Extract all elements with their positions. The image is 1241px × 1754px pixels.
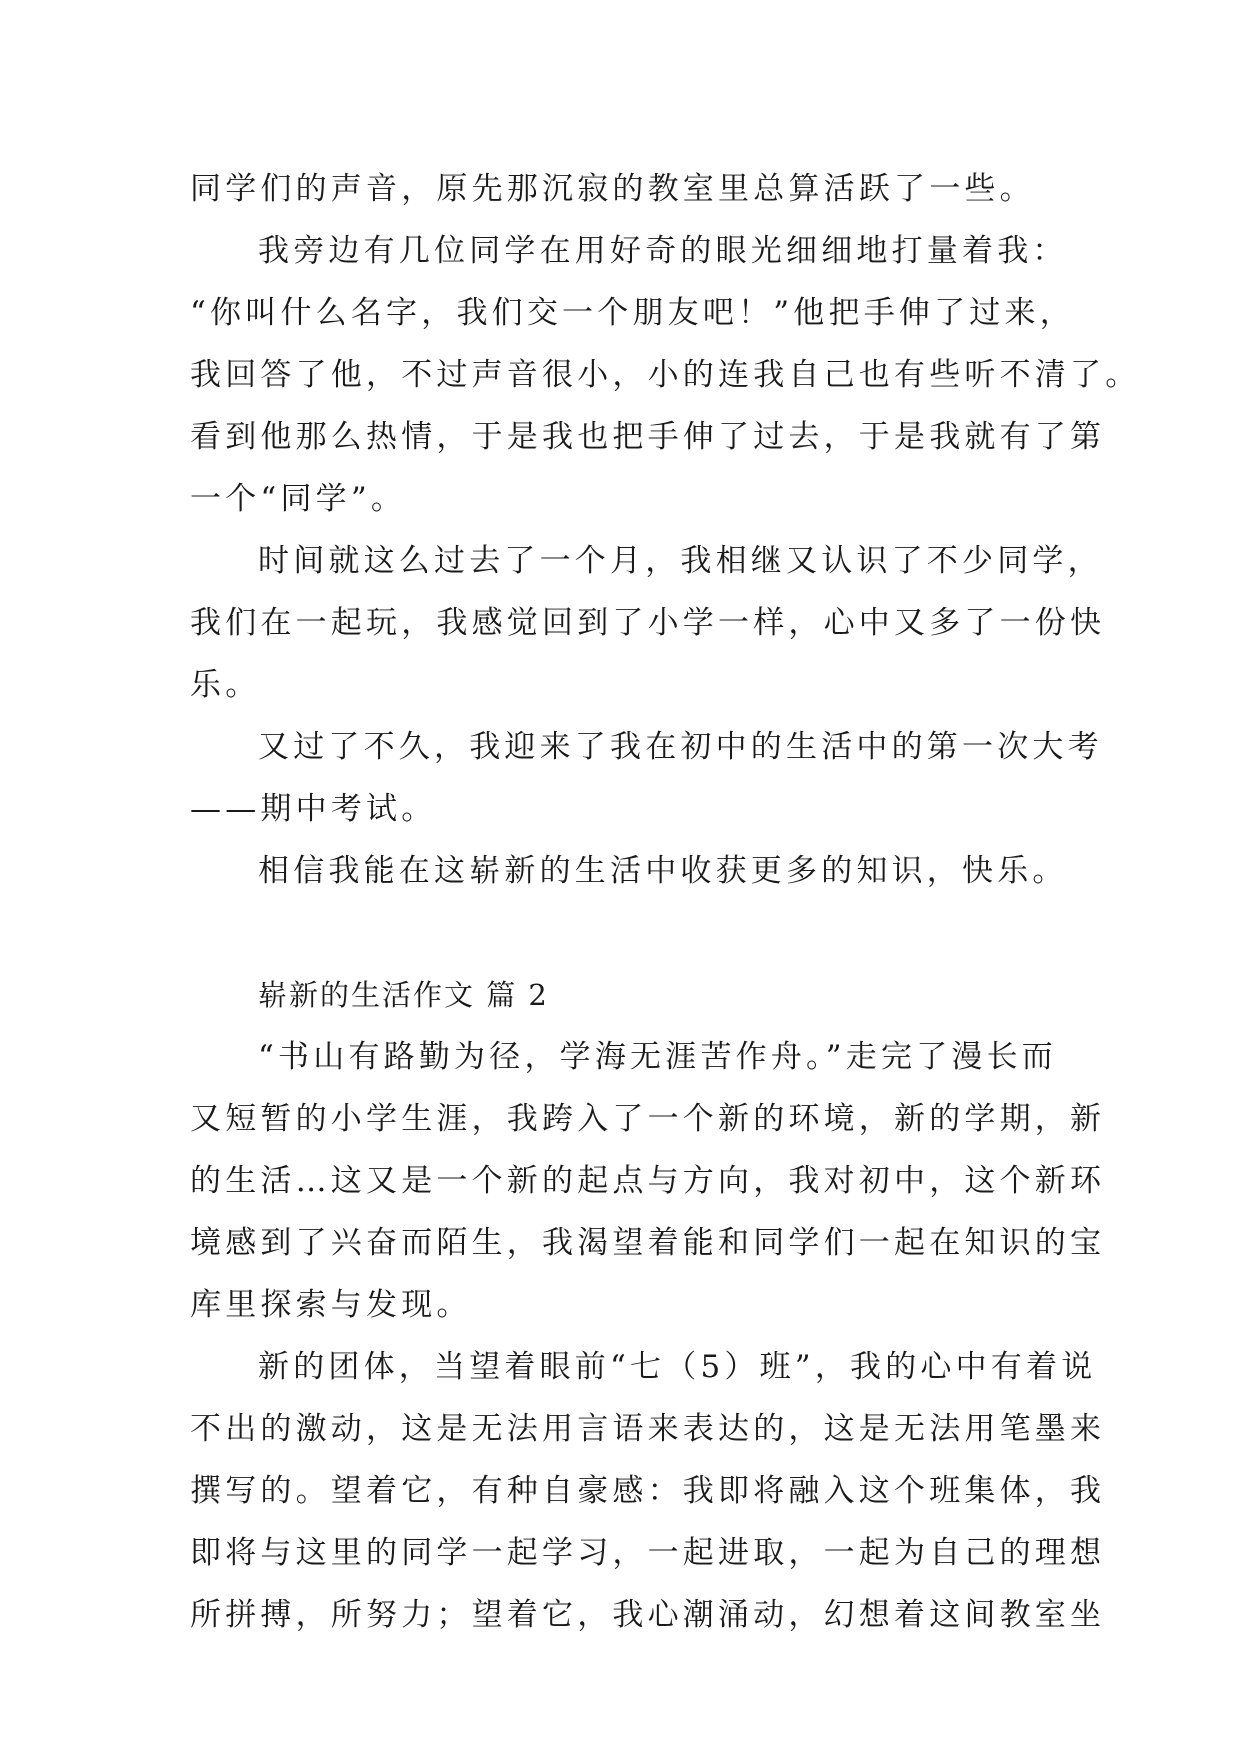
text-line: ——期中考试。 [190,791,437,827]
text-line: 乐。 [190,667,261,703]
text-line: 又短暂的小学生涯，我跨入了一个新的环境，新的学期，新 [190,1101,1106,1137]
text-line: 一个“同学”。 [190,481,407,517]
paragraph-start-line: 又过了不久，我迎来了我在初中的生活中的第一次大考 [258,729,1103,765]
text-line: 的生活…这又是一个新的起点与方向，我对初中，这个新环 [190,1163,1106,1199]
text-line: 境感到了兴奋而陌生，我渴望着能和同学们一起在知识的宝 [190,1225,1106,1261]
text-line: 库里探索与发现。 [190,1287,472,1323]
section-heading: 崭新的生活作文 篇 2 [258,978,549,1012]
text-line: 不出的激动，这是无法用言语来表达的，这是无法用笔墨来 [190,1411,1106,1447]
text-line: 即将与这里的同学一起学习，一起进取，一起为自己的理想 [190,1535,1106,1571]
text-line: 我们在一起玩，我感觉回到了小学一样，心中又多了一份快 [190,605,1106,641]
text-line: 撰写的。望着它，有种自豪感：我即将融入这个班集体，我 [190,1473,1106,1509]
text-line: 我回答了他，不过声音很小，小的连我自己也有些听不清了。 [190,357,1141,393]
paragraph-start-line: “书山有路勤为径，学海无涯苦作舟。”走完了漫长而 [258,1039,1057,1075]
text-line: “你叫什么名字，我们交一个朋友吧！”他把手伸了过来， [190,295,1075,331]
paragraph-start-line: 时间就这么过去了一个月，我相继又认识了不少同学， [258,543,1103,579]
paragraph-start-line: 新的团体，当望着眼前“七（5）班”，我的心中有着说 [258,1349,1097,1385]
paragraph-start-line: 相信我能在这崭新的生活中收获更多的知识，快乐。 [258,853,1068,889]
paragraph-start-line: 我旁边有几位同学在用好奇的眼光细细地打量着我： [258,233,1068,269]
text-line: 同学们的声音，原先那沉寂的教室里总算活跃了一些。 [190,171,1035,207]
section-spacer [190,902,1070,964]
text-line: 看到他那么热情，于是我也把手伸了过去，于是我就有了第 [190,419,1106,455]
text-line: 所拼搏，所努力；望着它，我心潮涌动，幻想着这间教室坐 [190,1597,1106,1633]
document-body [190,158,1141,1646]
